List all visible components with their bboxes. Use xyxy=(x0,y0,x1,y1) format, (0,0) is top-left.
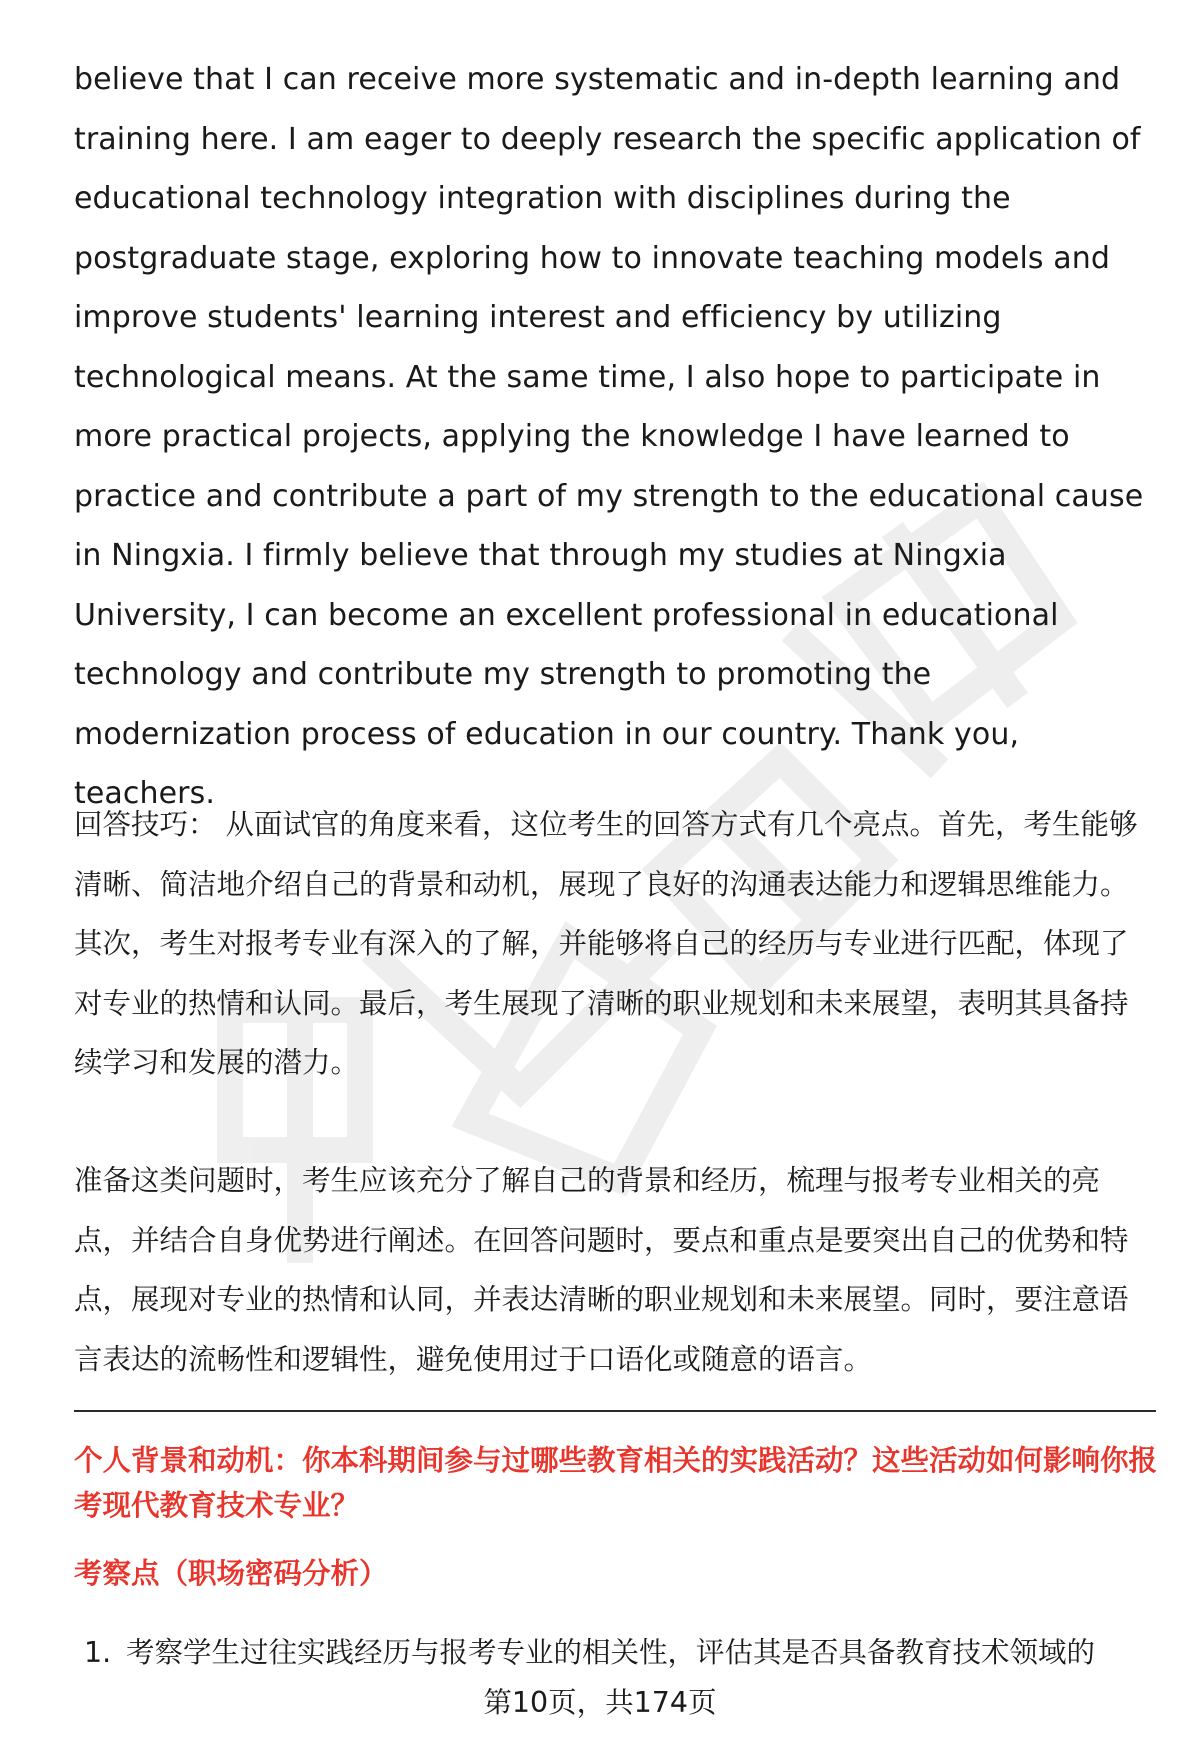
english-answer-paragraph: believe that I can receive more systematic and in-depth learning and training here. I am eager to deeply research the specific application of educational technology integration with disciplines during the postgraduate stage, exploring how to innovate teaching models and improve students' learning interest and efficiency by utilizing technological means. At the same time, I also hope to participate in more practical projects, applying the knowledge I have learned to practice and contribute a part of my strength to the educational cause in Ningxia. I firmly believe that through my studies at Ningxia University, I can become an excellent professional in educational technology and contribute my strength to promoting the modernization process of education in our country. Thank you, teachers. xyxy=(74,62,1144,811)
page-footer: 第10页，共174页 xyxy=(483,1686,717,1719)
preparation-advice-paragraph: 准备这类问题时，考生应该充分了解自己的背景和经历，梳理与报考专业相关的亮点，并结合自身优势进行阐述。在回答问题时，要点和重点是要突出自己的优势和特点，展现对专业的热情和认同，并表达清晰的职业规划和未来展望。同时，要注意语言表达的流畅性和逻辑性，避免使用过于口语化或随意的语言。 xyxy=(74,1164,1129,1376)
assessment-points-heading: 考察点（职场密码分析） xyxy=(74,1557,388,1590)
answer-tips-paragraph: 回答技巧： 从面试官的角度来看，这位考生的回答方式有几个亮点。首先，考生能够清晰、简洁地介绍自己的背景和动机，展现了良好的沟通表达能力和逻辑思维能力。其次，考生对报考专业有深入的了解，并能够将自己的经历与专业进行匹配，体现了对专业的热情和认同。最后，考生展现了清晰的职业规划和未来展望，表明其具备持续学习和发展的潜力。 xyxy=(74,808,1138,1079)
list-item-text: 考察学生过往实践经历与报考专业的相关性，评估其是否具备教育技术领域的 xyxy=(126,1636,1096,1669)
list-item xyxy=(84,1630,1164,1675)
section-divider xyxy=(74,1410,1156,1412)
question-heading: 个人背景和动机：你本科期间参与过哪些教育相关的实践活动？这些活动如何影响你报考现代教育技术专业？ xyxy=(74,1444,1158,1522)
list-item-number: 1. xyxy=(84,1636,112,1669)
